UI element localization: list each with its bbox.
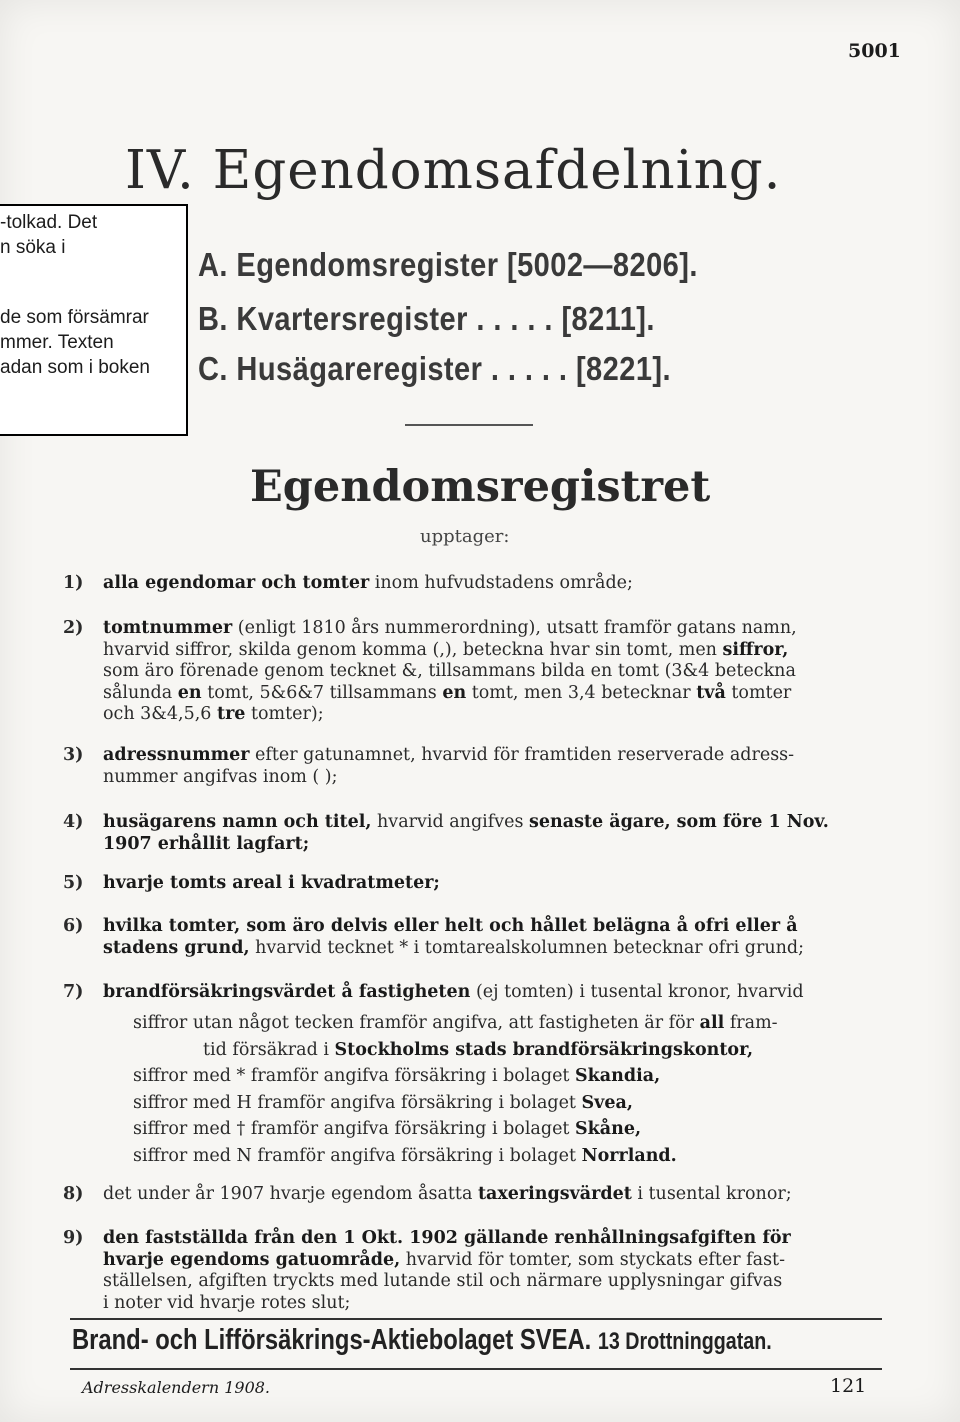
register-heading: Egendomsregistret <box>250 462 711 512</box>
insurance-key-line <box>133 1063 778 1090</box>
text: som äro förenade genom tecknet &, tillsammans bilda en tomt (3&4 beteckna <box>103 661 796 681</box>
bold-text: en <box>177 682 202 703</box>
item-number: 4) <box>63 812 84 832</box>
divider <box>70 1368 882 1370</box>
bold-text: taxeringsvärdet <box>477 1184 632 1204</box>
text: siffror med N framför angifva försäkring i bolaget <box>133 1145 582 1166</box>
bold-text: en <box>442 682 467 703</box>
toc-letter: B. <box>198 300 228 337</box>
section-title: IV. Egendomsafdelning. <box>125 140 782 201</box>
bold-text: adressnummer <box>103 745 250 765</box>
item-body <box>103 916 893 959</box>
text: (enligt 1810 års nummerordning), utsatt framför gatans namn, <box>232 618 797 638</box>
bold-text: senaste ägare, som före 1 Nov. <box>529 812 829 832</box>
item-line <box>103 573 893 595</box>
text: och 3&4,5,6 <box>103 704 217 724</box>
footer-page-number: 121 <box>830 1375 867 1397</box>
divider <box>405 424 533 426</box>
bold-text: husägarens namn och titel, <box>103 812 372 832</box>
bold-text: Norrland. <box>581 1145 677 1166</box>
text: siffror utan något tecken framför angifva, att fastigheten är för <box>133 1013 700 1033</box>
item-number: 9) <box>63 1228 84 1248</box>
item-body <box>103 573 893 595</box>
bold-text: stadens grund, <box>103 937 250 958</box>
item-line <box>103 873 893 895</box>
item-line <box>103 1250 893 1272</box>
text: tomt, men 3,4 betecknar <box>466 682 697 703</box>
text: hvarvid angifves <box>371 812 530 832</box>
item-line <box>103 767 893 789</box>
bold-text: den fastställda från den 1 Okt. 1902 gällande renhållningsafgiften för <box>103 1228 791 1248</box>
bold-text: alla egendomar och tomter <box>103 573 370 593</box>
bold-text: Skåne, <box>575 1119 642 1139</box>
text: sålunda <box>103 682 178 703</box>
text: ställelsen, afgiften tryckts med lutande stil och närmare upplysningar gifvas <box>103 1271 783 1291</box>
item-number: 2) <box>63 618 84 638</box>
item-body <box>103 873 893 895</box>
advert-address: 13 Drottninggatan. <box>597 1328 772 1355</box>
toc-letter: A. <box>198 246 228 283</box>
text: fram- <box>724 1013 778 1033</box>
text: hvarvid siffror, skilda genom komma (,), beteckna hvar sin tomt, men <box>103 639 723 660</box>
item-line <box>103 834 893 856</box>
item-line <box>103 982 893 1004</box>
item-body <box>103 812 893 855</box>
text: i tusental kronor; <box>631 1184 792 1204</box>
overlay-note-line: adan som i boken <box>0 357 150 378</box>
item-line <box>103 661 893 683</box>
text: tomter); <box>245 704 324 724</box>
item-number: 7) <box>63 982 84 1002</box>
item-line <box>103 745 893 767</box>
item-number: 3) <box>63 745 84 765</box>
bold-text: hvilka tomter, som äro delvis eller helt och hållet belägna å ofri eller å <box>103 916 798 936</box>
text: tid försäkrad i <box>203 1039 335 1060</box>
text: tomter <box>725 682 792 703</box>
text: inom hufvudstadens område; <box>369 573 633 593</box>
text: det under år 1907 hvarje egendom åsatta <box>103 1184 478 1204</box>
insurance-key-line <box>133 1090 778 1117</box>
item-body <box>103 982 893 1004</box>
insurance-key-line <box>133 1116 778 1143</box>
insurance-key-line <box>133 1143 778 1170</box>
text: nummer angifvas inom ( ); <box>103 766 338 787</box>
text: efter gatunamnet, hvarvid för framtiden reserverade adress- <box>249 745 795 765</box>
intro-text: upptager: <box>420 526 510 547</box>
item-line <box>103 938 893 960</box>
item-number: 6) <box>63 916 84 936</box>
item-number: 8) <box>63 1184 84 1204</box>
item-line <box>103 916 893 938</box>
bold-text: hvarje tomts areal i kvadratmeter; <box>103 873 440 893</box>
item-line <box>103 683 893 705</box>
insurance-key-line <box>133 1010 778 1037</box>
overlay-note-box <box>0 204 188 436</box>
bold-text: 1907 erhållit lagfart; <box>103 833 310 854</box>
footer-publication: Adresskalendern 1908. <box>82 1378 271 1397</box>
item-line <box>103 1271 893 1293</box>
text: siffror med † framför angifva försäkring i bolaget <box>133 1119 576 1139</box>
item-body <box>103 1228 893 1314</box>
advertisement <box>72 1324 772 1357</box>
bold-text: tomtnummer <box>103 618 233 638</box>
toc-letter: C. <box>198 350 228 387</box>
overlay-note-line: mmer. Texten <box>0 332 114 353</box>
overlay-note-line: -tolkad. Det <box>0 212 98 233</box>
divider <box>70 1318 882 1320</box>
insurance-key-list <box>133 1010 778 1169</box>
text: siffror med H framför angifva försäkring i bolaget <box>133 1092 582 1113</box>
toc-text: Egendomsregister [5002—8206]. <box>236 246 698 283</box>
text: hvarvid tecknet * i tomtarealskolumnen betecknar ofri grund; <box>249 937 804 958</box>
toc-text: Husägareregister . . . . . [8221]. <box>236 350 672 387</box>
overlay-note-line: de som försämrar <box>0 307 149 328</box>
page-number: 5001 <box>848 40 901 62</box>
toc-entry-b[interactable] <box>198 300 655 338</box>
insurance-key-line <box>133 1037 778 1064</box>
bold-text: två <box>696 682 726 703</box>
item-body <box>103 745 893 788</box>
item-line <box>103 1228 893 1250</box>
bold-text: all <box>699 1013 725 1033</box>
item-line <box>103 640 893 662</box>
item-line <box>103 1184 893 1206</box>
item-line <box>103 1293 893 1315</box>
bold-text: Stockholms stads brandförsäkringskontor, <box>334 1039 754 1060</box>
advert-main: Brand- och Lifförsäkrings-Aktiebolaget SVEA. <box>72 1324 592 1356</box>
toc-text: Kvartersregister . . . . . [8211]. <box>236 300 655 337</box>
toc-entry-a[interactable] <box>198 246 698 284</box>
text: tomt, 5&6&7 tillsammans <box>201 682 443 703</box>
item-line <box>103 704 893 726</box>
text: i noter vid hvarje rotes slut; <box>103 1292 351 1313</box>
item-number: 5) <box>63 873 84 893</box>
item-line <box>103 618 893 640</box>
bold-text: tre <box>216 704 246 724</box>
bold-text: siffror, <box>722 639 789 660</box>
bold-text: Svea, <box>581 1092 633 1113</box>
bold-text: Skandia, <box>575 1066 661 1086</box>
text: siffror med * framför angifva försäkring i bolaget <box>133 1066 576 1086</box>
text: hvarvid för tomter, som styckats efter fast- <box>400 1249 786 1270</box>
item-number: 1) <box>63 573 84 593</box>
bold-text: hvarje egendoms gatuområde, <box>103 1249 401 1270</box>
toc-entry-c[interactable] <box>198 350 671 388</box>
text: (ej tomten) i tusental kronor, hvarvid <box>470 982 804 1002</box>
item-body <box>103 618 893 726</box>
item-body <box>103 1184 893 1206</box>
item-line <box>103 812 893 834</box>
bold-text: brandförsäkringsvärdet å fastigheten <box>103 982 471 1002</box>
overlay-note-line: n söka i <box>0 237 66 258</box>
